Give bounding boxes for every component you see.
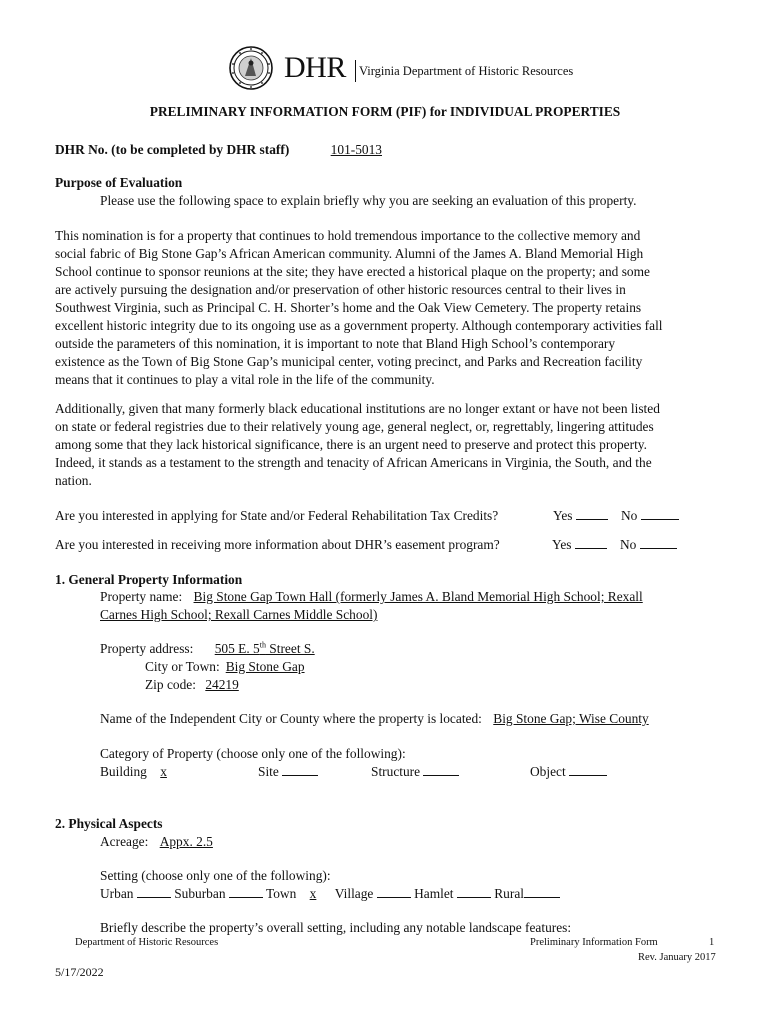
setting-hamlet-option[interactable]	[414, 886, 491, 901]
paragraph-line: excellent historic integrity due to its ongoing use as a government property. Although contemporary activities fall	[55, 318, 663, 333]
category-site-option[interactable]	[258, 763, 318, 781]
village-blank[interactable]	[377, 885, 411, 898]
address-street: Street S.	[265, 641, 315, 656]
paragraph-line: means that it continues to play a vital role in the life of the community.	[55, 372, 435, 387]
urban-label: Urban	[100, 886, 134, 901]
general-info-heading: 1. General Property Information	[55, 572, 243, 587]
zip-row	[145, 676, 309, 694]
easement-yes-option[interactable]	[552, 536, 607, 554]
setting-urban-option[interactable]	[100, 886, 171, 901]
paragraph-line: School continue to sponsor reunions at the site; they have erected a historical plaque on the property; and some	[55, 264, 650, 279]
suburban-blank[interactable]	[229, 885, 263, 898]
dhr-number-value: 101-5013	[330, 142, 382, 157]
county-value: Big Stone Gap; Wise County	[493, 711, 649, 726]
hamlet-blank[interactable]	[457, 885, 491, 898]
site-label: Site	[258, 764, 279, 779]
easement-yes-blank[interactable]	[575, 536, 607, 549]
setting-rural-option[interactable]	[494, 886, 560, 901]
easement-no-blank[interactable]	[640, 536, 677, 549]
acreage-label: Acreage:	[100, 834, 149, 849]
paragraph-line: Indeed, it stands as a testament to the strength and tenacity of African Americans in Virginia, the South, and the	[55, 455, 652, 470]
paragraph-line: Additionally, given that many formerly black educational institutions are no longer extant or have not been listed	[55, 401, 660, 416]
setting-options-row	[100, 885, 560, 903]
paragraph-line: Southwest Virginia, such as Principal C. H. Shorter’s home and the Oak View Cemetery. The property retains	[55, 300, 642, 315]
county-row	[100, 710, 653, 728]
property-address-row	[100, 640, 599, 658]
property-name-field-line2[interactable]	[100, 606, 399, 624]
paragraph-line: existence as the Town of Big Stone Gap’s municipal center, voting precinct, and Parks and Recreation facility	[55, 354, 643, 369]
setting-village-option[interactable]	[335, 886, 411, 901]
print-date: 5/17/2022	[55, 965, 104, 979]
object-blank[interactable]	[569, 763, 607, 776]
structure-blank[interactable]	[423, 763, 459, 776]
easement-no-option[interactable]	[620, 536, 677, 554]
setting-town-option[interactable]	[266, 886, 332, 901]
property-name-label: Property name:	[100, 589, 183, 604]
footer-revision: Rev. January 2017	[638, 952, 716, 963]
rural-label: Rural	[494, 886, 524, 901]
yes-label: Yes	[552, 537, 572, 552]
city-label: City or Town:	[145, 659, 220, 674]
purpose-paragraph-1[interactable]	[55, 227, 735, 389]
hamlet-label: Hamlet	[414, 886, 454, 901]
paragraph-line: outside the parameters of this nomination, it is important to note that Bland High School’s contemporary	[55, 336, 616, 351]
tax-credits-yes-blank[interactable]	[576, 507, 608, 520]
suburban-label: Suburban	[174, 886, 226, 901]
setting-description-prompt: Briefly describe the property’s overall setting, including any notable landscape features:	[100, 920, 572, 935]
paragraph-line: among some that they lack historical significance, there is an urgent need to preserve and protect this property.	[55, 437, 647, 452]
city-field[interactable]	[220, 658, 328, 676]
paragraph-line: This nomination is for a property that continues to hold tremendous importance to the collective memory and	[55, 228, 641, 243]
site-blank[interactable]	[282, 763, 318, 776]
property-name-row	[100, 588, 643, 606]
object-label: Object	[530, 764, 566, 779]
town-label: Town	[265, 886, 297, 901]
tax-credits-no-blank[interactable]	[641, 507, 679, 520]
zip-field[interactable]	[199, 676, 309, 694]
category-structure-option[interactable]	[371, 763, 459, 781]
purpose-instruction: Please use the following space to explain briefly why you are seeking an evaluation of this property.	[100, 193, 637, 208]
tax-credits-no-option[interactable]	[621, 507, 679, 525]
dhr-number-label: DHR No. (to be completed by DHR staff)	[55, 142, 290, 157]
acreage-value: Appx. 2.5	[159, 834, 213, 849]
department-name: Virginia Department of Historic Resources	[359, 64, 574, 78]
footer-department: Department of Historic Resources	[75, 937, 219, 948]
town-field[interactable]	[300, 885, 332, 903]
form-title: PRELIMINARY INFORMATION FORM (PIF) for INDIVIDUAL PROPERTIES	[149, 104, 621, 119]
physical-aspects-heading: 2. Physical Aspects	[55, 816, 163, 831]
property-name-value: Big Stone Gap Town Hall (formerly James A. Bland Memorial High School; Rexall	[193, 589, 643, 604]
address-number: 505 E. 5	[214, 641, 260, 656]
purpose-paragraph-2[interactable]	[55, 400, 735, 490]
setting-suburban-option[interactable]	[174, 886, 263, 901]
category-label: Category of Property (choose only one of the following):	[100, 746, 406, 761]
address-ordinal-suffix: th	[259, 640, 266, 650]
town-value: x	[309, 886, 317, 901]
acreage-row	[100, 833, 432, 851]
purpose-heading: Purpose of Evaluation	[55, 175, 183, 190]
paragraph-line: nation.	[55, 473, 92, 488]
footer-form-name: Preliminary Information Form	[530, 937, 658, 948]
tax-credits-question: Are you interested in applying for State and/or Federal Rehabilitation Tax Credits?	[55, 508, 499, 523]
property-name-value-line2: Carnes High School; Rexall Carnes Middle School)	[100, 607, 378, 622]
village-label: Village	[334, 886, 374, 901]
rural-blank[interactable]	[524, 885, 560, 898]
dhr-number-row	[55, 141, 525, 159]
county-field[interactable]	[485, 711, 652, 726]
property-address-field[interactable]	[197, 640, 599, 658]
tax-credits-yes-option[interactable]	[553, 507, 608, 525]
city-row	[145, 658, 328, 676]
property-address-label: Property address:	[100, 641, 194, 656]
zip-label: Zip code:	[145, 677, 196, 692]
virginia-seal-icon	[229, 46, 273, 90]
easement-question: Are you interested in receiving more information about DHR’s easement program?	[55, 537, 500, 552]
building-field[interactable]	[150, 763, 180, 781]
yes-label: Yes	[553, 508, 573, 523]
category-building-option[interactable]	[100, 763, 180, 781]
structure-label: Structure	[371, 764, 421, 779]
building-value: x	[160, 764, 167, 779]
acreage-field[interactable]	[152, 833, 432, 851]
city-value: Big Stone Gap	[225, 659, 305, 674]
county-label: Name of the Independent City or County where the property is located:	[100, 711, 482, 726]
paragraph-line: on state or federal registries due to their relatively young age, general neglect, or, regrettably, lingering attitudes	[55, 419, 654, 434]
paragraph-line: are actively pursuing the designation and/or preservation of other historic resources central to their lives in	[55, 282, 626, 297]
no-label: No	[621, 508, 638, 523]
category-object-option[interactable]	[530, 763, 607, 781]
dhr-number-field[interactable]	[293, 141, 525, 159]
building-label: Building	[100, 764, 147, 779]
setting-label: Setting (choose only one of the following):	[100, 868, 331, 883]
logo-divider	[355, 60, 356, 82]
urban-blank[interactable]	[137, 885, 171, 898]
property-name-field[interactable]	[186, 589, 643, 604]
dhr-logo-text: DHR	[284, 51, 346, 84]
zip-value: 24219	[205, 677, 239, 692]
footer-page-number: 1	[709, 937, 715, 948]
paragraph-line: social fabric of Big Stone Gap’s African American community. Alumni of the James A. Bland Memorial High	[55, 246, 644, 261]
no-label: No	[620, 537, 637, 552]
